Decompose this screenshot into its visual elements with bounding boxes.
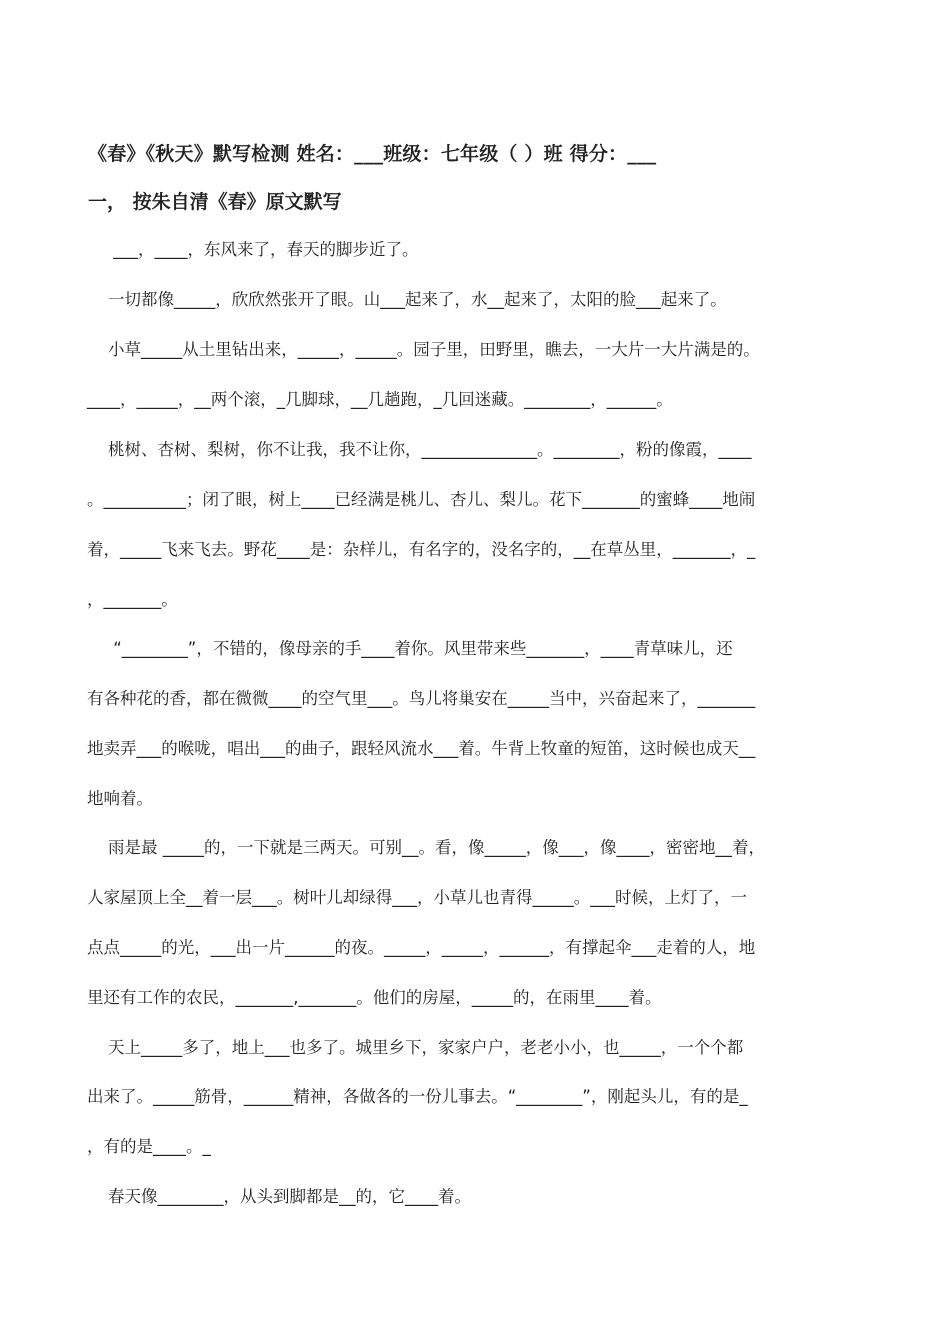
text-line: 里还有工作的农民，_______,_______。他们的房屋，_____的，在雨里____着。 [87, 988, 662, 1007]
section-1-heading: 一， 按朱自清《春》原文默写 [88, 191, 342, 213]
text-line: 出来了。_____筋骨，______精神，各做各的一份儿事去。“________”，刚起头儿，有的是_ [87, 1087, 748, 1106]
text-line: 。__________；闭了眼，树上____已经满是桃儿、杏儿、梨儿。花下_______的蜜蜂____地闹 [87, 490, 756, 509]
text-line: 雨是最 _____的，一下就是三两天。可别__。看，像_____，像___，像____，密密地__着， [87, 838, 765, 857]
text-line: 天上_____多了，地上___也多了。城里乡下，家家户户，老老小小，也_____，一个个都 [87, 1038, 744, 1057]
text-line: ，_______。 [87, 590, 178, 609]
text-line: ，有的是____。_ [87, 1137, 211, 1156]
text-line: 地卖弄___的喉咙，唱出___的曲子，跟轻风流水___着。牛背上牧童的短笛，这时候也成天__ [87, 739, 756, 758]
text-line: 地响着。 [87, 789, 153, 808]
text-line: ____，_____，__两个滚，_几脚球，__几趟跑，_几回迷藏。________，______。 [87, 390, 673, 409]
text-line: 一切都像_____，欣欣然张开了眼。山___起来了，水__起来了，太阳的脸___起来了。 [87, 290, 727, 309]
text-line: 桃树、杏树、梨树，你不让我，我不让你，______________。________，粉的像霞，____ [87, 440, 752, 459]
text-line: 点点_____的光，___出一片______的夜。_____，_____，______，有撑起伞___走着的人，地 [87, 938, 756, 957]
text-line: 春天像________，从头到脚都是__的，它____着。 [87, 1187, 471, 1206]
text-line: ___，____，东风来了，春天的脚步近了。 [87, 240, 419, 259]
worksheet-title: 《春》《秋天》默写检测 姓名：___班级：七年级（ ）班 得分：___ [88, 143, 657, 165]
text-line: “________”，不错的，像母亲的手____着你。风里带来些_______，____青草味儿，还 [87, 639, 733, 658]
text-line: 人家屋顶上全__着一层___。树叶儿却绿得___，小草儿也青得_____。___时候，上灯了，一 [87, 888, 747, 907]
text-line: 小草_____从土里钻出来，_____，_____。园子里，田野里，瞧去，一大片一大片满是的。 [87, 340, 760, 359]
text-line: 着，_____飞来飞去。野花____是：杂样儿，有名字的，没名字的，__在草丛里，_______，_ [87, 540, 756, 559]
text-line: 有各种花的香，都在微微____的空气里___。鸟儿将巢安在_____当中，兴奋起来了，_______ [87, 689, 756, 708]
